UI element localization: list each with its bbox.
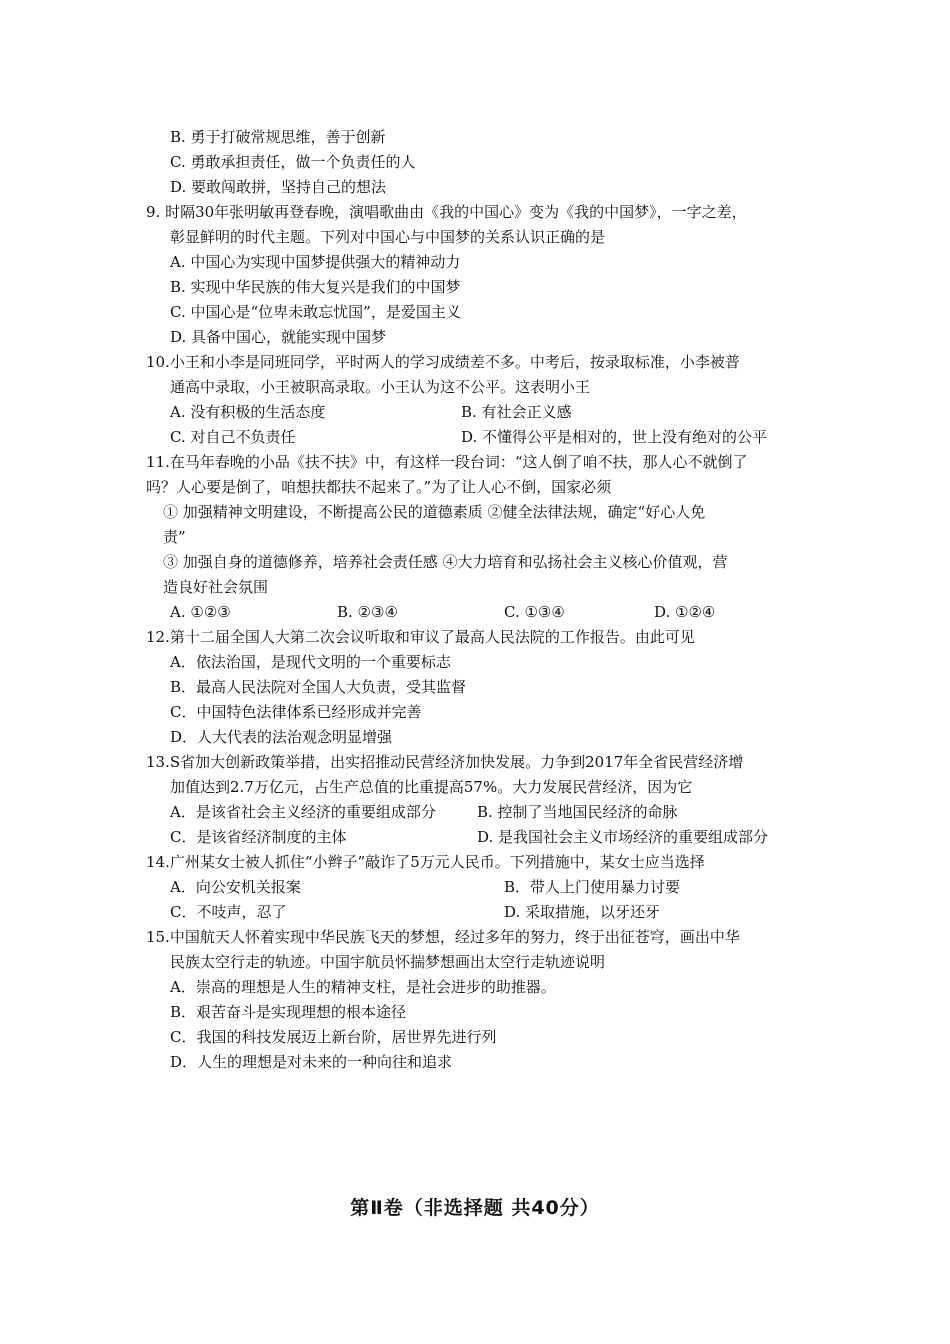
q11-stem-line1: 11.在马年春晚的小品《扶不扶》中，有这样一段台词：“这人倒了咱不扶，那人心不就倒了: [146, 453, 748, 471]
q11-option-c: C. ①③④: [504, 603, 565, 621]
q9-option-b: B. 实现中华民族的伟大复兴是我们的中国梦: [170, 278, 461, 296]
q8-option-d: D. 要敢闯敢拼，坚持自己的想法: [170, 178, 387, 196]
q14-stem: 14.广州某女士被人抓住“小辫子”敲诈了5万元人民币。下列措施中，某女士应当选择: [146, 853, 705, 871]
q15-option-a: A．崇高的理想是人生的精神支柱，是社会进步的助推器。: [170, 978, 556, 996]
q10-option-c: C. 对自己不负责任: [170, 428, 296, 446]
q14-option-a: A．向公安机关报案: [170, 878, 301, 896]
q10-stem-line1: 10.小王和小李是同班同学，平时两人的学习成绩差不多。中考后，按录取标准，小李被普: [146, 353, 740, 371]
q9-stem-line1: 9. 时隔30年张明敏再登春晚，演唱歌曲由《我的中国心》变为《我的中国梦》，一字之差，: [146, 203, 747, 221]
q13-option-c: C．是该省经济制度的主体: [170, 828, 347, 846]
q13-stem-line1: 13.S省加大创新政策举措，出实招推动民营经济加快发展。力争到2017年全省民营经济增: [146, 753, 744, 771]
q11-option-b: B. ②③④: [337, 603, 398, 621]
q11-items-line1-cont: 责”: [163, 528, 186, 546]
q12-option-a: A．依法治国，是现代文明的一个重要标志: [170, 653, 451, 671]
section-2-title: 第Ⅱ卷（非选择题 共40分）: [350, 1197, 600, 1219]
q14-option-d: D. 采取措施，以牙还牙: [504, 903, 661, 921]
q12-option-c: C．中国特色法律体系已经形成并完善: [170, 703, 422, 721]
q13-option-a: A．是该省社会主义经济的重要组成部分: [170, 803, 436, 821]
q12-option-d: D．人大代表的法治观念明显增强: [170, 728, 393, 746]
q14-option-b: B．带人上门使用暴力讨要: [504, 878, 681, 896]
q15-stem-line2: 民族太空行走的轨迹。中国宇航员怀揣梦想画出太空行走轨迹说明: [170, 953, 606, 971]
q8-option-c: C. 勇敢承担责任，做一个负责任的人: [170, 153, 416, 171]
q11-option-d: D. ①②④: [654, 603, 716, 621]
q12-stem: 12.第十二届全国人大第二次会议听取和审议了最高人民法院的工作报告。由此可见: [146, 628, 695, 646]
q10-option-a: A. 没有积极的生活态度: [170, 403, 326, 421]
q11-stem-line2: 吗？人心要是倒了，咱想扶都扶不起来了。”为了让人心不倒，国家必须: [146, 478, 612, 496]
q15-option-d: D．人生的理想是对未来的一种向往和追求: [170, 1053, 453, 1071]
q11-items-line2-cont: 造良好社会氛围: [163, 578, 269, 596]
q11-items-line2: ③ 加强自身的道德修养，培养社会责任感 ④大力培育和弘扬社会主义核心价值观，营: [163, 553, 728, 571]
q9-option-d: D. 具备中国心，就能实现中国梦: [170, 328, 387, 346]
q10-option-d: D. 不懂得公平是相对的，世上没有绝对的公平: [461, 428, 768, 446]
q10-option-b: B. 有社会正义感: [461, 403, 572, 421]
q15-option-b: B．艰苦奋斗是实现理想的根本途径: [170, 1003, 407, 1021]
q9-option-a: A. 中国心为实现中国梦提供强大的精神动力: [170, 253, 461, 271]
q8-option-b: B. 勇于打破常规思维，善于创新: [170, 128, 386, 146]
q13-option-b: B. 控制了当地国民经济的命脉: [477, 803, 678, 821]
q15-option-c: C．我国的科技发展迈上新台阶，居世界先进行列: [170, 1028, 497, 1046]
q15-stem-line1: 15.中国航天人怀着实现中华民族飞天的梦想，经过多年的努力，终于出征苍穹，画出中华: [146, 928, 740, 946]
q12-option-b: B．最高人民法院对全国人大负责，受其监督: [170, 678, 467, 696]
q14-option-c: C．不吱声，忍了: [170, 903, 287, 921]
q9-stem-line2: 彰显鲜明的时代主题。下列对中国心与中国梦的关系认识正确的是: [170, 228, 606, 246]
q9-option-c: C. 中国心是“位卑未敢忘忧国”，是爱国主义: [170, 303, 461, 321]
q13-option-d: D. 是我国社会主义市场经济的重要组成部分: [477, 828, 769, 846]
q10-stem-line2: 通高中录取，小王被职高录取。小王认为这不公平。这表明小王: [170, 378, 591, 396]
q13-stem-line2: 加值达到2.7万亿元，占生产总值的比重提高57%。大力发展民营经济，因为它: [170, 778, 693, 796]
q11-option-a: A. ①②③: [170, 603, 231, 621]
q11-items-line1: ① 加强精神文明建设，不断提高公民的道德素质 ②健全法律法规，确定“好心人免: [163, 503, 706, 521]
